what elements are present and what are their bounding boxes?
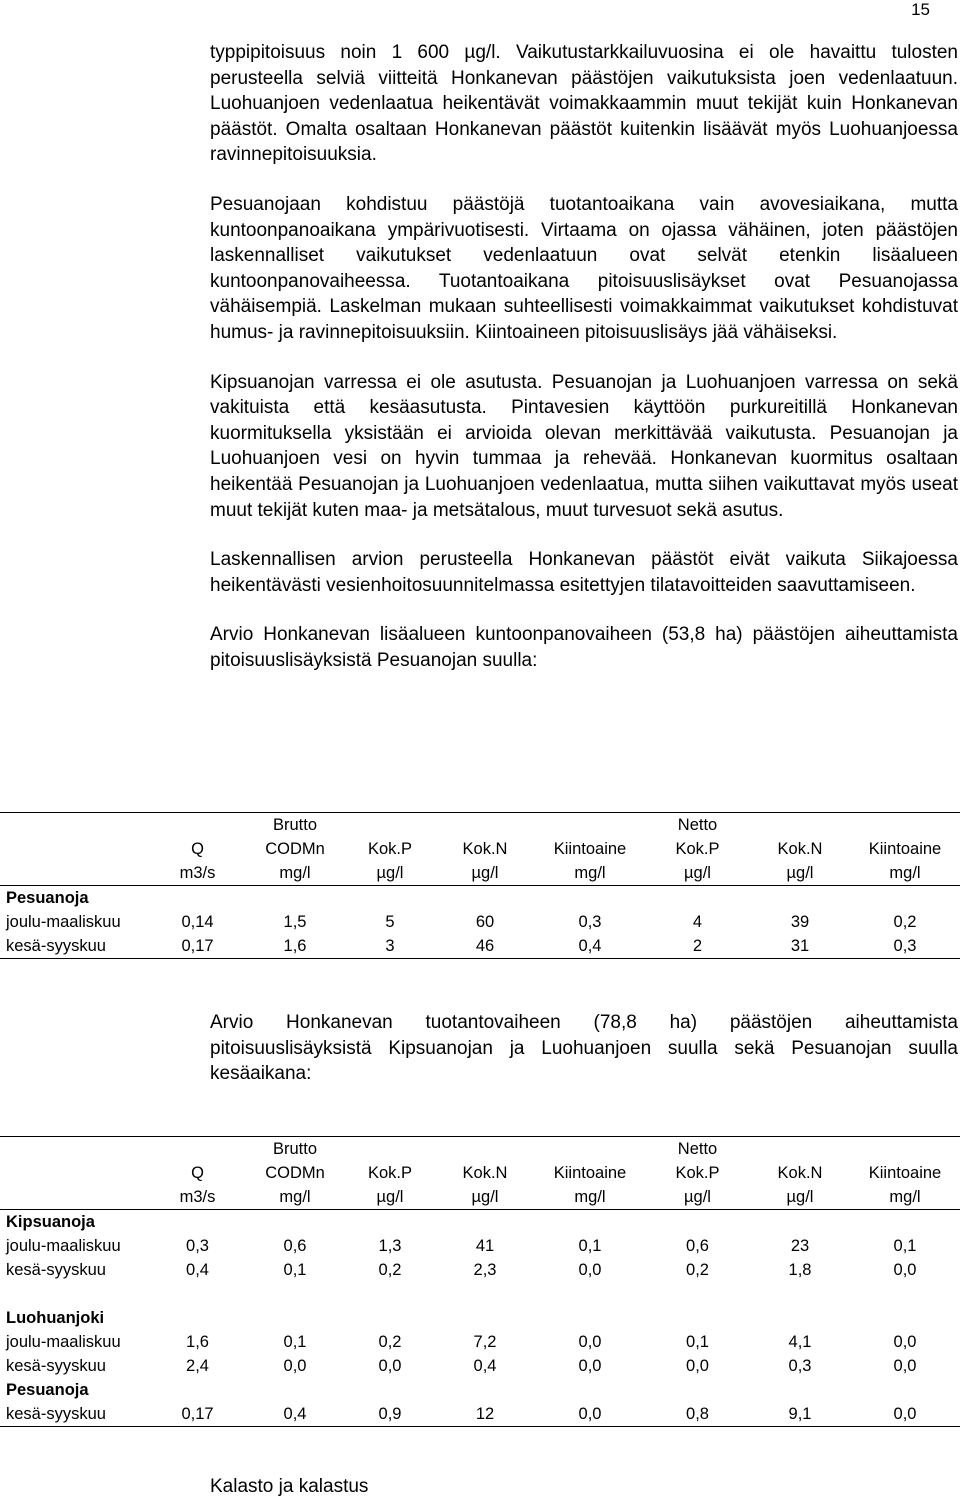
cell: 0,9	[345, 1402, 435, 1427]
cell: 0,0	[578, 1333, 602, 1351]
cell: 0,3	[850, 934, 960, 959]
cell: 0,0	[850, 1402, 960, 1427]
cell: 0,1	[893, 1237, 917, 1255]
paragraph-4: Laskennallisen arvion perusteella Honkanevan päästöt eivät vaikuta Siikajoessa heikentävästi vesienhoitosuunnitelmassa esitettyjen tilatavoitteiden saavuttamiseen.	[210, 549, 958, 596]
cell: 0,1	[686, 1333, 709, 1351]
unit-header: µg/l	[345, 1185, 435, 1210]
unit-header: µg/l	[645, 1185, 750, 1210]
cell: 0,0	[535, 1402, 645, 1427]
cell: 0,1	[283, 1333, 307, 1351]
cell: 60	[475, 913, 495, 931]
row-label: joulu-maaliskuu	[6, 1333, 121, 1351]
cell: 0,2	[893, 913, 917, 931]
cell: 1,6	[245, 934, 345, 959]
table-1	[0, 812, 960, 959]
paragraph-1: typpipitoisuus noin 1 600 µg/l. Vaikutustarkkailuvuosina ei ole havaittu tulosten perusteella selviä viitteitä Honkanevan päästöjen vaikutuksista joen vedenlaatuun. Luohuanjoen vedenlaatua heikentävät voimakkaammin muut tekijät kuin Honkanevan päästöt. Omalta osaltaan Honkanevan päästöt kuitenkin lisäävät myös Luohuanjoessa ravinnepitoisuuksia.	[210, 42, 958, 166]
unit-header: µg/l	[435, 861, 535, 886]
col-header: Kok.N	[777, 840, 823, 858]
col-header: Kiintoaine	[868, 840, 942, 858]
row-label: joulu-maaliskuu	[6, 1237, 121, 1255]
cell: 0,0	[578, 1357, 602, 1375]
cell: 0,8	[645, 1402, 750, 1427]
unit-header: m3/s	[150, 861, 245, 886]
cell: 1,8	[788, 1261, 812, 1279]
cell: 0,0	[378, 1357, 402, 1375]
table-row	[0, 1402, 960, 1427]
col-header: Kok.P	[367, 1164, 413, 1182]
cell: 7,2	[473, 1333, 497, 1351]
cell: 0,0	[893, 1333, 917, 1351]
group-label: Pesuanoja	[6, 889, 89, 907]
col-header: Kok.N	[462, 840, 508, 858]
cell: 4,1	[788, 1333, 812, 1351]
unit-header: mg/l	[850, 861, 960, 886]
unit-header: mg/l	[245, 1185, 345, 1210]
cell: 0,17	[150, 1402, 245, 1427]
col-header: Q	[191, 1164, 204, 1182]
cell: 0,0	[893, 1261, 917, 1279]
paragraph-3: Kipsuanojan varressa ei ole asutusta. Pesuanojan ja Luohuanjoen varressa on sekä vakituista että kesäasutusta. Pintavesien käyttöön purkureitillä Honkanevan kuormituksella yksistään ei arvioida olevan merkittävää vaikutusta. Pesuanojan ja Luohuanjoen vesi on hyvin tummaa ja rehevää. Honkanevan kuormitus osaltaan heikentää Pesuanojan ja Luohuanjoen vedenlaatua, mutta siihen vaikuttavat myös useat muut tekijät kuten maa- ja metsätalous, muut turvesuot sekä asutus.	[210, 371, 958, 521]
unit-header: µg/l	[645, 861, 750, 886]
col-header: CODMn	[265, 840, 325, 858]
netto-header: Netto	[645, 1137, 750, 1162]
table-row	[0, 1234, 960, 1258]
cell: 0,4	[535, 934, 645, 959]
unit-header: µg/l	[435, 1185, 535, 1210]
cell: 0,6	[686, 1237, 709, 1255]
cell: 0,1	[578, 1237, 602, 1255]
cell: 0,2	[686, 1261, 709, 1279]
body-text-2	[210, 1010, 958, 1087]
row-label: kesä-syyskuu	[0, 934, 150, 959]
cell: 0,4	[473, 1357, 497, 1375]
table-row	[0, 910, 960, 934]
cell: 1,6	[186, 1333, 209, 1351]
cell: 2,3	[473, 1261, 497, 1279]
col-header: Kok.P	[675, 1164, 720, 1182]
paragraph-2: Pesuanojaan kohdistuu päästöjä tuotantoaikana vain avovesiaikana, mutta kuntoonpanoaikana ympärivuotisesti. Virtaama on ojassa vähäinen, joten päästöjen laskennalliset vaikutukset vedenlaatuun ovat selvät etenkin lisäalueen kuntoonpanovaiheessa. Tuotantoaikana pitoisuuslisäykset ovat Pesuanojassa vähäisempiä. Laskelman mukaan suhteellisesti voimakkaimmat vaikutukset kohdistuvat humus- ja ravinnepitoisuuksiin. Kiintoaineen pitoisuuslisäys jää vähäiseksi.	[210, 193, 958, 343]
unit-header: mg/l	[245, 861, 345, 886]
cell: 0,4	[186, 1261, 209, 1279]
cell: 0,17	[150, 934, 245, 959]
unit-header: mg/l	[535, 861, 645, 886]
paragraph-5: Arvio Honkanevan lisäalueen kuntoonpanovaiheen (53,8 ha) päästöjen aiheuttamista pitoisuuslisäyksistä Pesuanojan suulla:	[210, 624, 958, 671]
unit-header: µg/l	[750, 861, 850, 886]
cell: 0,3	[578, 913, 602, 931]
cell: 2	[645, 934, 750, 959]
body-text	[210, 40, 958, 673]
row-label: kesä-syyskuu	[6, 1261, 106, 1279]
table-row	[0, 934, 960, 959]
section-heading: Kalasto ja kalastus	[210, 1476, 369, 1497]
cell: 46	[435, 934, 535, 959]
brutto-header: Brutto	[245, 813, 345, 838]
cell: 1,5	[283, 913, 307, 931]
group-label: Kipsuanoja	[6, 1213, 95, 1231]
row-label: joulu-maaliskuu	[6, 913, 121, 931]
page-number: 15	[911, 0, 930, 19]
brutto-header: Brutto	[245, 1137, 345, 1162]
table-row	[0, 1330, 960, 1354]
col-header: Kok.P	[367, 840, 413, 858]
col-header: CODMn	[265, 1164, 325, 1182]
table-row	[0, 1354, 960, 1378]
cell: 0,0	[283, 1357, 307, 1375]
cell: 0,1	[283, 1261, 307, 1279]
col-header: Kok.N	[462, 1164, 508, 1182]
cell: 0,14	[181, 913, 214, 931]
table-row	[0, 1258, 960, 1282]
cell: 0,0	[893, 1357, 917, 1375]
cell: 23	[790, 1237, 810, 1255]
unit-header: µg/l	[345, 861, 435, 886]
unit-header: mg/l	[850, 1185, 960, 1210]
cell: 0,3	[186, 1237, 209, 1255]
row-label: kesä-syyskuu	[6, 1357, 106, 1375]
cell: 0,0	[686, 1357, 709, 1375]
unit-header: µg/l	[750, 1185, 850, 1210]
cell: 4	[692, 913, 703, 931]
cell: 0,6	[283, 1237, 307, 1255]
col-header: Kiintoaine	[553, 840, 627, 858]
cell: 0,2	[378, 1261, 402, 1279]
netto-header: Netto	[645, 813, 750, 838]
cell: 31	[750, 934, 850, 959]
row-label: kesä-syyskuu	[0, 1402, 150, 1427]
cell: 2,4	[186, 1357, 209, 1375]
cell: 39	[790, 913, 810, 931]
cell: 9,1	[750, 1402, 850, 1427]
col-header: Kiintoaine	[553, 1164, 627, 1182]
unit-header: m3/s	[150, 1185, 245, 1210]
paragraph-6: Arvio Honkanevan tuotantovaiheen (78,8 ha) päästöjen aiheuttamista pitoisuuslisäyksistä Kipsuanojan ja Luohuanjoen suulla sekä Pesuanojan suulla kesäaikana:	[210, 1012, 958, 1085]
cell: 0,4	[245, 1402, 345, 1427]
cell: 1,3	[378, 1237, 402, 1255]
group-label: Pesuanoja	[6, 1381, 89, 1399]
col-header: Kiintoaine	[868, 1164, 942, 1182]
unit-header: mg/l	[535, 1185, 645, 1210]
cell: 0,3	[788, 1357, 812, 1375]
cell: 5	[385, 913, 395, 931]
col-header: Kok.N	[777, 1164, 823, 1182]
group-label: Luohuanjoki	[6, 1309, 105, 1327]
cell: 0,2	[378, 1333, 402, 1351]
cell: 3	[345, 934, 435, 959]
col-header: Q	[191, 840, 204, 858]
cell: 41	[475, 1237, 495, 1255]
col-header: Kok.P	[675, 840, 720, 858]
table-2	[0, 1136, 960, 1427]
cell: 0,0	[578, 1261, 602, 1279]
cell: 12	[435, 1402, 535, 1427]
